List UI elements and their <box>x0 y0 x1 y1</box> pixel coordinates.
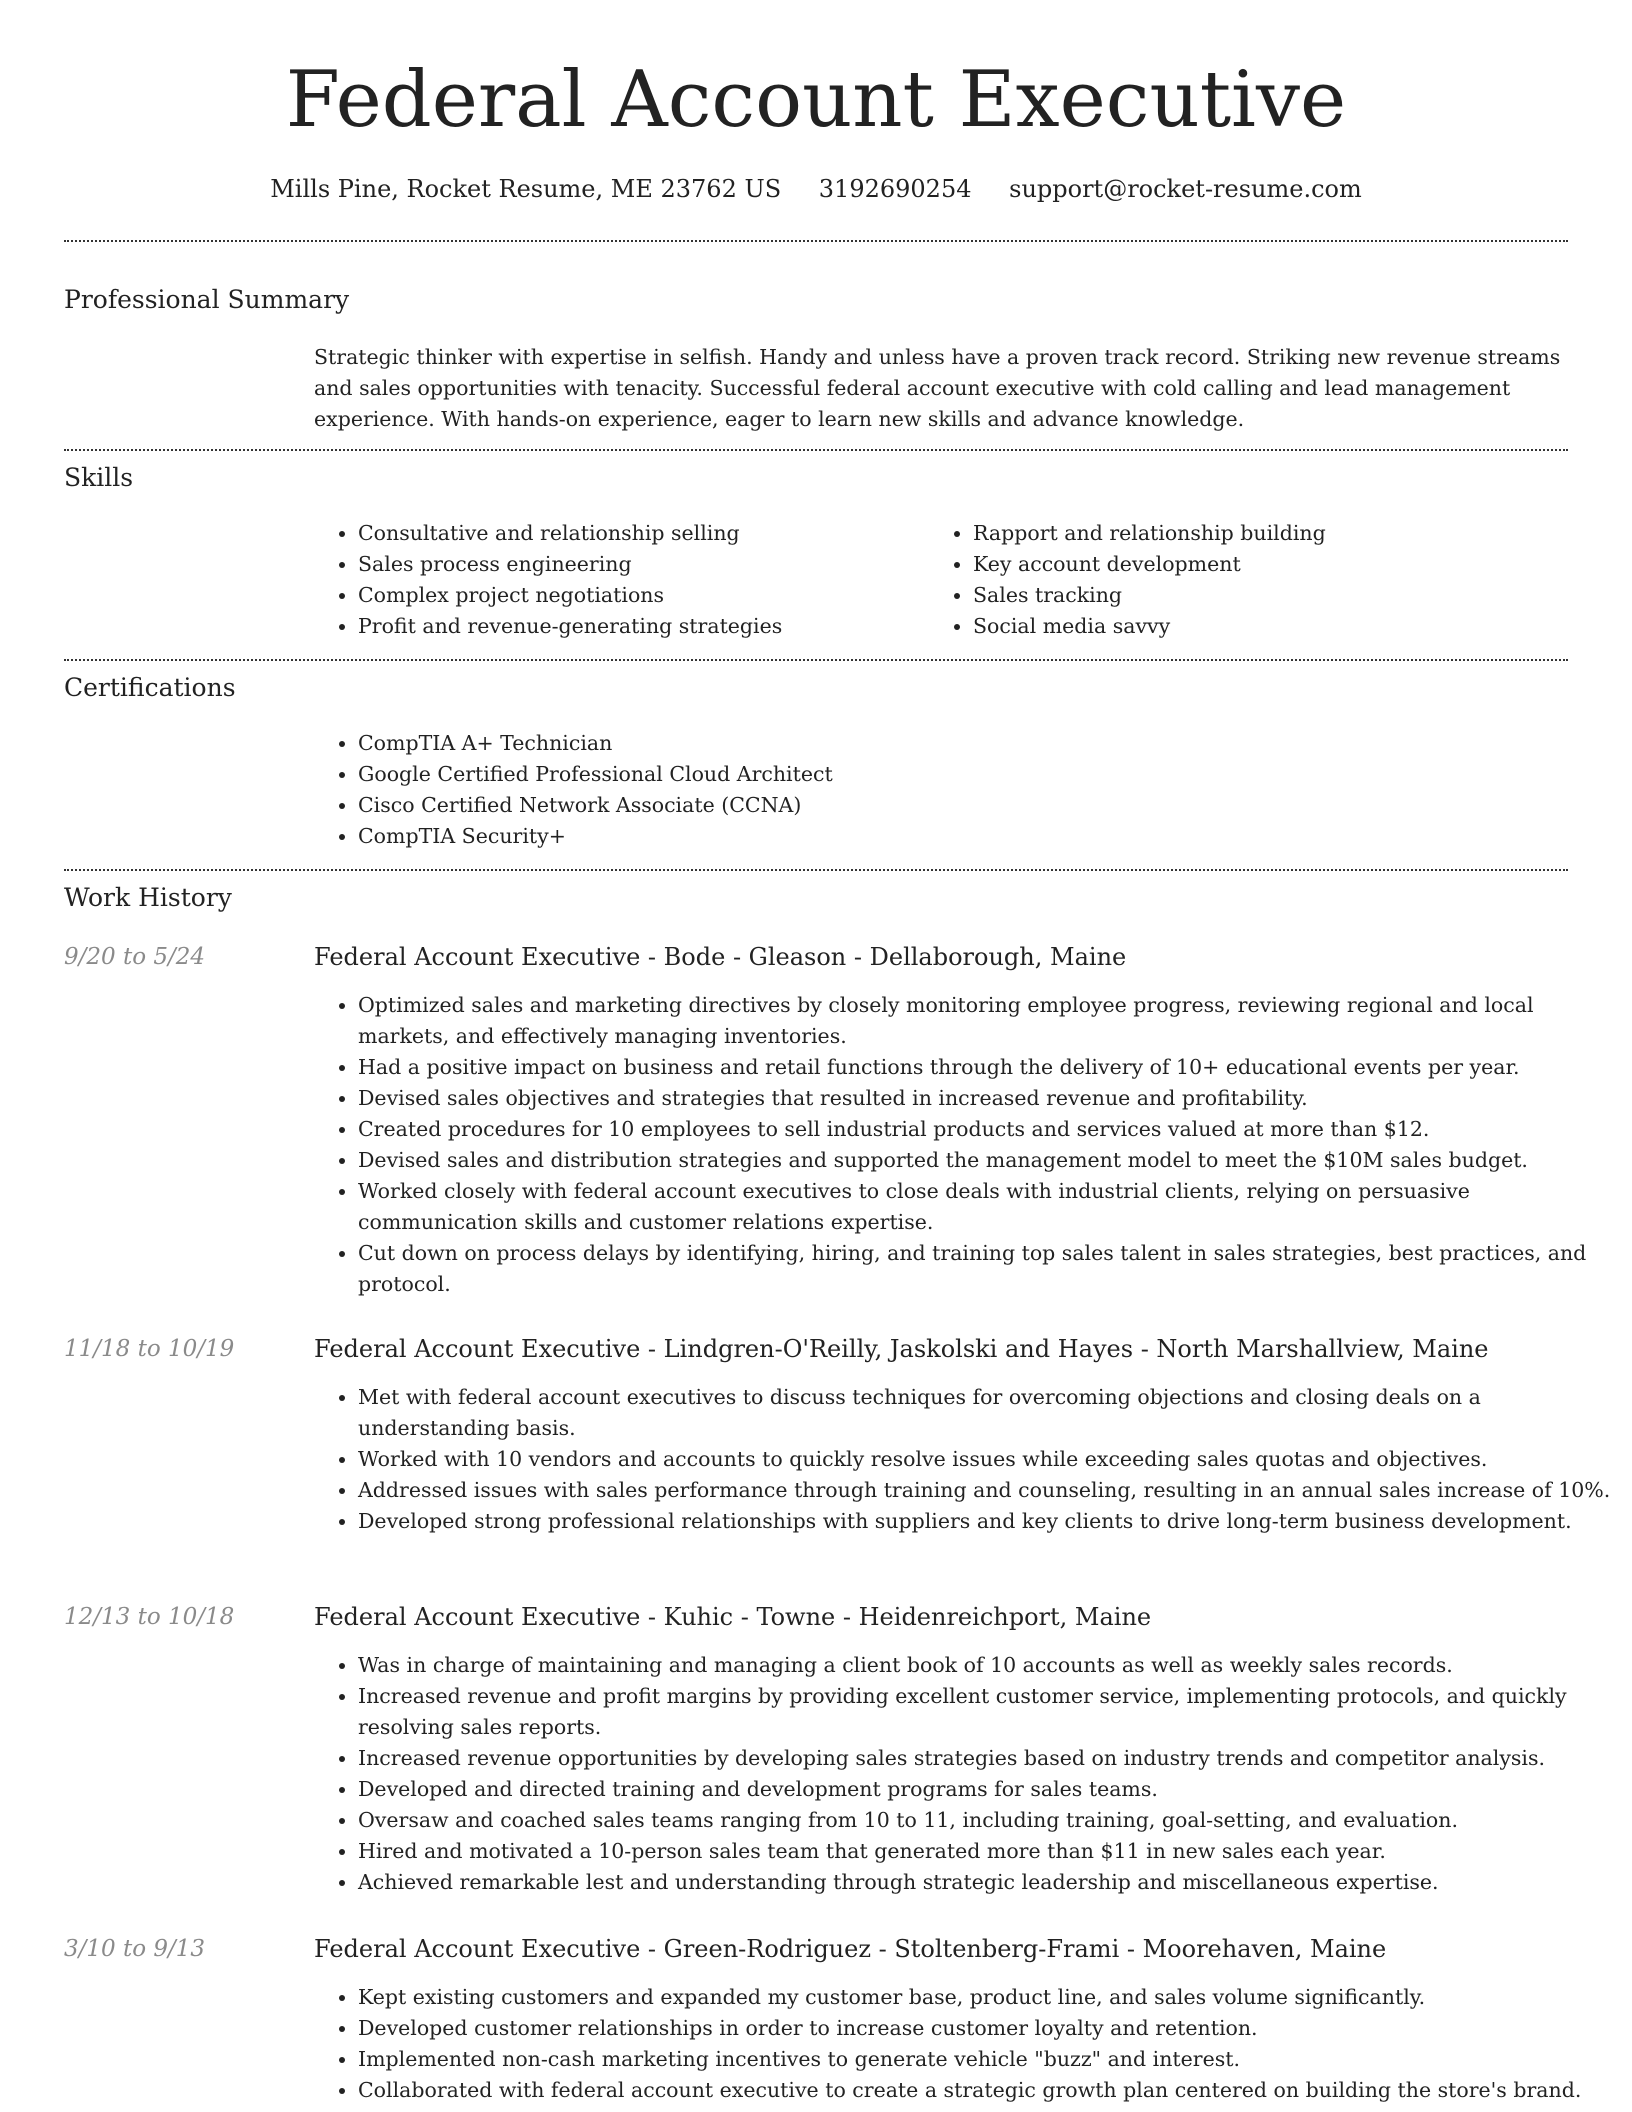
certification-item: • CompTIA A+ Technician <box>358 728 833 759</box>
job-bullet: • Implemented non-cash marketing incentives to generate vehicle "buzz" and interest. <box>358 2044 1612 2075</box>
job-details: - Bode - Gleason - Dellaborough, Maine <box>640 943 1127 971</box>
job-role: Federal Account Executive <box>314 1935 641 1963</box>
job-bullet: • Cut down on process delays by identifying, hiring, and training top sales talent in sales strategies, best practices, and protocol. <box>358 1238 1612 1300</box>
job-bullets <box>314 1382 1612 1537</box>
job-dates: 9/20 to 5/24 <box>64 944 206 970</box>
skill-item: • Key account development <box>973 549 1326 580</box>
job-bullet: • Increased revenue opportunities by developing sales strategies based on industry trends and competitor analysis. <box>358 1743 1612 1774</box>
summary-text: Strategic thinker with expertise in selfish. Handy and unless have a proven track record. Striking new revenue streams and sales opportunities with tenacity. Successful federal account executive with cold calling and lead management experience. With hands-on experience, eager to learn new skills and advance knowledge. <box>314 345 1561 431</box>
job-bullet: • Developed customer relationships in order to increase customer loyalty and retention. <box>358 2013 1612 2044</box>
divider <box>64 449 1568 451</box>
skill-item: • Profit and revenue-generating strategies <box>358 611 782 642</box>
job-details: - Lindgren-O'Reilly, Jaskolski and Hayes - North Marshallview, Maine <box>640 1335 1489 1363</box>
contact-address: Mills Pine, Rocket Resume, ME 23762 US <box>270 175 782 203</box>
resume-name: Federal Account Executive <box>285 55 1347 145</box>
job-bullet: • Optimized sales and marketing directives by closely monitoring employee progress, reviewing regional and local markets, and effectively managing inventories. <box>358 990 1612 1052</box>
certification-item: • CompTIA Security+ <box>358 821 833 852</box>
job-heading <box>314 1932 1574 1966</box>
skill-item: • Rapport and relationship building <box>973 518 1326 549</box>
job-bullet: • Hired and motivated a 10-person sales team that generated more than $11 in new sales each year. <box>358 1836 1612 1867</box>
divider <box>64 659 1568 661</box>
skill-item: • Social media savvy <box>973 611 1326 642</box>
skill-item: • Consultative and relationship selling <box>358 518 782 549</box>
certifications-title: Certifications <box>64 673 236 702</box>
job-bullet: • Worked with 10 vendors and accounts to quickly resolve issues while exceeding sales quotas and objectives. <box>358 1444 1612 1475</box>
job-bullets <box>314 1650 1612 1898</box>
job-heading <box>314 1600 1574 1634</box>
job-bullet: • Collaborated with federal account executive to create a strategic growth plan centered on building the store's brand. <box>358 2075 1612 2106</box>
job-bullet: • Achieved remarkable lest and understanding through strategic leadership and miscellaneous expertise. <box>358 1867 1612 1898</box>
skill-item: • Complex project negotiations <box>358 580 782 611</box>
certification-item: • Cisco Certified Network Associate (CCNA) <box>358 790 833 821</box>
job-bullet: • Oversaw and coached sales teams ranging from 10 to 11, including training, goal-setting, and evaluation. <box>358 1805 1612 1836</box>
job-heading <box>314 940 1574 974</box>
job-bullet: • Developed and directed training and development programs for sales teams. <box>358 1774 1612 1805</box>
job-bullet: • Addressed issues with sales performance through training and counseling, resulting in an annual sales increase of 10%. <box>358 1475 1612 1506</box>
job-bullet: • Worked closely with federal account executives to close deals with industrial clients, relying on persuasive communication skills and customer relations expertise. <box>358 1176 1612 1238</box>
contact-email: support@rocket-resume.com <box>1009 175 1362 203</box>
job-bullet: • Had a positive impact on business and retail functions through the delivery of 10+ educational events per year. <box>358 1052 1612 1083</box>
job-role: Federal Account Executive <box>314 943 641 971</box>
skills-title: Skills <box>64 463 134 492</box>
skill-item: • Sales tracking <box>973 580 1326 611</box>
job-bullets <box>314 990 1612 1300</box>
summary-title: Professional Summary <box>64 285 350 314</box>
job-details: - Kuhic - Towne - Heidenreichport, Maine <box>640 1603 1152 1631</box>
work-history-title: Work History <box>64 883 232 912</box>
job-dates: 12/13 to 10/18 <box>64 1604 235 1630</box>
job-dates: 3/10 to 9/13 <box>64 1936 206 1962</box>
skills-list-left <box>314 518 782 642</box>
contact-info <box>0 168 1632 210</box>
skill-item: • Sales process engineering <box>358 549 782 580</box>
job-role: Federal Account Executive <box>314 1335 641 1363</box>
job-role: Federal Account Executive <box>314 1603 641 1631</box>
job-details: - Green-Rodriguez - Stoltenberg-Frami - Moorehaven, Maine <box>640 1935 1387 1963</box>
skills-list-right <box>929 518 1326 642</box>
certification-item: • Google Certified Professional Cloud Architect <box>358 759 833 790</box>
divider <box>64 869 1568 871</box>
certifications-list <box>314 728 833 852</box>
job-heading <box>314 1332 1574 1366</box>
job-bullet: • Developed strong professional relationships with suppliers and key clients to drive long-term business development. <box>358 1506 1612 1537</box>
job-bullet: • Was in charge of maintaining and managing a client book of 10 accounts as well as weekly sales records. <box>358 1650 1612 1681</box>
job-bullet: • Kept existing customers and expanded my customer base, product line, and sales volume significantly. <box>358 1982 1612 2013</box>
job-bullet: • Met with federal account executives to discuss techniques for overcoming objections and closing deals on a understanding basis. <box>358 1382 1612 1444</box>
job-dates: 11/18 to 10/19 <box>64 1336 235 1362</box>
job-bullets <box>314 1982 1612 2106</box>
divider <box>64 240 1568 242</box>
job-bullet: • Devised sales objectives and strategies that resulted in increased revenue and profitability. <box>358 1083 1612 1114</box>
job-bullet: • Created procedures for 10 employees to sell industrial products and services valued at more than $12. <box>358 1114 1612 1145</box>
job-bullet: • Devised sales and distribution strategies and supported the management model to meet the $10M sales budget. <box>358 1145 1612 1176</box>
job-bullet: • Increased revenue and profit margins by providing excellent customer service, implementing protocols, and quickly resolving sales reports. <box>358 1681 1612 1743</box>
contact-phone: 3192690254 <box>818 175 972 203</box>
